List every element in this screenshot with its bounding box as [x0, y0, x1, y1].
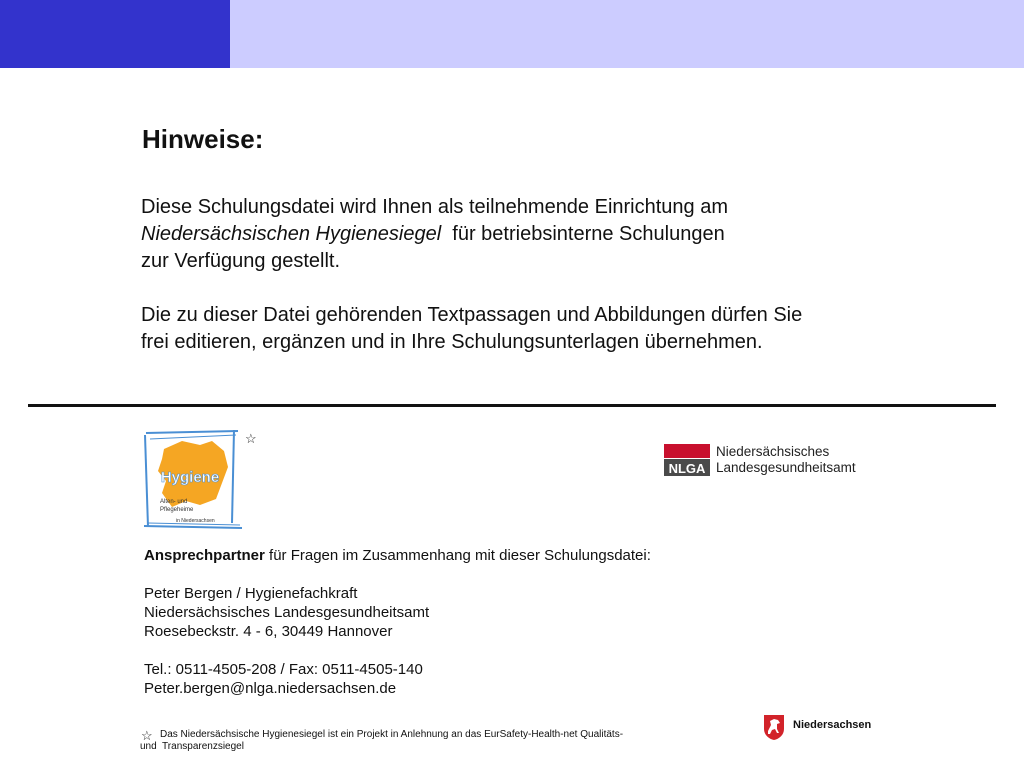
hygienesiegel-name: Niedersächsischen Hygienesiegel: [141, 223, 442, 245]
page-title: Hinweise:: [142, 124, 264, 154]
contact-intro: [144, 546, 651, 565]
contact-organization: Niedersächsisches Landesgesundheitsamt: [144, 604, 430, 621]
usage-paragraph: [141, 302, 802, 356]
contact-block: [144, 546, 651, 698]
hygiene-logo-line-2: Pflegeheime: [160, 507, 194, 513]
star-icon-footnote: ☆: [141, 728, 153, 743]
nlga-name-line-1: Niedersächsisches: [716, 444, 830, 459]
intro-paragraph: [141, 194, 728, 275]
contact-intro-rest: für Fragen im Zusammenhang mit dieser Schulungsdatei:: [264, 547, 651, 564]
footnote-line-2: und Transparenzsiegel: [140, 741, 244, 752]
usage-line-1: Die zu dieser Datei gehörenden Textpassagen und Abbildungen dürfen Sie: [141, 304, 803, 326]
intro-line-2: [141, 221, 728, 248]
niedersachsen-label: Niedersachsen: [793, 719, 872, 731]
nlga-abbr: NLGA: [668, 461, 706, 476]
hygiene-logo-line-1: Alten- und: [160, 499, 188, 505]
nlga-name: [716, 444, 856, 476]
niedersachsen-horse-icon: [762, 713, 786, 741]
footnote-line-1: Das Niedersächsische Hygienesiegel ist ein Projekt in Anlehnung an das EurSafety-Health-net Qualitäts-: [160, 729, 624, 740]
contact-phone-fax: Tel.: 0511-4505-208 / Fax: 0511-4505-140: [144, 661, 423, 678]
header-accent-block: [0, 0, 230, 68]
contact-email[interactable]: Peter.bergen@nlga.niedersachsen.de: [144, 680, 397, 697]
nlga-logo: [664, 444, 710, 476]
contact-address: Roesebeckstr. 4 - 6, 30449 Hannover: [144, 623, 393, 640]
intro-line-2-rest: für betriebsinterne Schulungen: [441, 223, 725, 245]
hygiene-logo-title: Hygiene: [160, 469, 220, 486]
contact-intro-bold: Ansprechpartner: [144, 547, 265, 564]
star-icon: ☆: [245, 431, 257, 446]
intro-line-3: zur Verfügung gestellt.: [141, 250, 341, 272]
nlga-name-line-2: Landesgesundheitsamt: [716, 460, 856, 475]
intro-line-1: Diese Schulungsdatei wird Ihnen als teilnehmende Einrichtung am: [141, 196, 729, 218]
divider-line: [28, 404, 996, 407]
hygiene-seal-logo: [142, 427, 246, 531]
hygiene-logo-line-3: in Niedersachsen: [176, 518, 215, 524]
footnote: [140, 729, 623, 753]
contact-name: Peter Bergen / Hygienefachkraft: [144, 585, 358, 602]
usage-line-2: frei editieren, ergänzen und in Ihre Schulungsunterlagen übernehmen.: [141, 331, 763, 353]
